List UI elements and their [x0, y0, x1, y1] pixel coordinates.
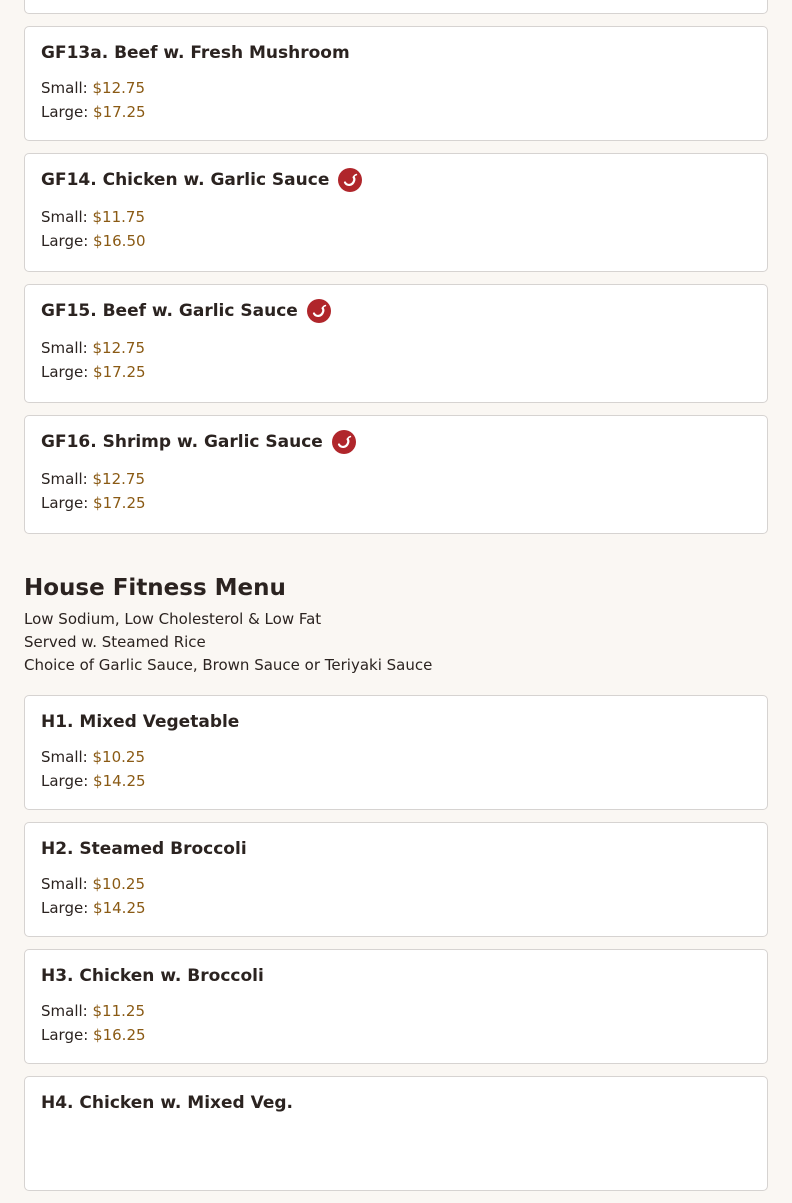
item-title — [41, 710, 751, 734]
item-title — [41, 837, 751, 861]
small-label: Small: — [41, 748, 88, 766]
spicy-pepper-icon — [332, 430, 356, 454]
spicy-pepper-icon — [338, 168, 362, 192]
large-price: $16.50 — [93, 232, 146, 250]
menu-item-card-partial[interactable] — [24, 0, 768, 14]
item-prices — [41, 872, 751, 920]
item-title-text: H1. Mixed Vegetable — [41, 712, 240, 732]
small-label: Small: — [41, 79, 88, 97]
item-title-text: H3. Chicken w. Broccoli — [41, 966, 264, 986]
large-label: Large: — [41, 899, 89, 917]
item-title — [41, 168, 751, 192]
large-price: $17.25 — [93, 103, 146, 121]
small-label: Small: — [41, 1002, 88, 1020]
item-prices — [41, 745, 751, 793]
menu-section-header — [24, 573, 768, 677]
small-price: $11.75 — [92, 208, 145, 226]
menu-item-card[interactable] — [24, 695, 768, 810]
menu-item-card[interactable] — [24, 284, 768, 403]
section-description-line: Choice of Garlic Sauce, Brown Sauce or Teriyaki Sauce — [24, 656, 433, 674]
small-price: $11.25 — [92, 1002, 145, 1020]
large-price: $17.25 — [93, 494, 146, 512]
menu-item-card[interactable] — [24, 822, 768, 937]
item-prices — [41, 999, 751, 1047]
small-label: Small: — [41, 339, 88, 357]
large-price: $16.25 — [93, 1026, 146, 1044]
small-price-line — [41, 467, 751, 491]
section-description-line: Low Sodium, Low Cholesterol & Low Fat — [24, 610, 322, 628]
small-price-line — [41, 745, 751, 769]
item-prices — [41, 467, 751, 515]
spicy-pepper-icon — [307, 299, 331, 323]
large-label: Large: — [41, 232, 89, 250]
item-prices — [41, 205, 751, 253]
large-price-line — [41, 100, 751, 124]
large-price-line — [41, 229, 751, 253]
large-label: Large: — [41, 103, 89, 121]
menu-item-card[interactable] — [24, 949, 768, 1064]
item-title — [41, 1091, 751, 1115]
item-title — [41, 41, 751, 65]
small-price-line — [41, 336, 751, 360]
item-title-text: GF14. Chicken w. Garlic Sauce — [41, 170, 330, 190]
menu-item-card[interactable] — [24, 26, 768, 141]
large-price-line — [41, 769, 751, 793]
large-label: Large: — [41, 1026, 89, 1044]
small-label: Small: — [41, 875, 88, 893]
item-prices — [41, 76, 751, 124]
large-price-line — [41, 491, 751, 515]
large-label: Large: — [41, 772, 89, 790]
menu-item-card[interactable] — [24, 153, 768, 272]
section-title: House Fitness Menu — [24, 575, 286, 601]
small-price: $12.75 — [92, 339, 145, 357]
small-price-line — [41, 205, 751, 229]
large-label: Large: — [41, 494, 89, 512]
large-price-line — [41, 1023, 751, 1047]
large-price: $14.25 — [93, 899, 146, 917]
item-title — [41, 299, 751, 323]
item-title-text: GF16. Shrimp w. Garlic Sauce — [41, 432, 323, 452]
item-title-text: GF15. Beef w. Garlic Sauce — [41, 301, 298, 321]
small-price: $12.75 — [92, 470, 145, 488]
item-title-text: H2. Steamed Broccoli — [41, 839, 247, 859]
menu-item-card[interactable] — [24, 1076, 768, 1191]
item-title-text: H4. Chicken w. Mixed Veg. — [41, 1093, 294, 1113]
menu-item-card[interactable] — [24, 415, 768, 534]
item-title — [41, 964, 751, 988]
large-price-line — [41, 896, 751, 920]
item-title — [41, 430, 751, 454]
small-price: $12.75 — [92, 79, 145, 97]
small-label: Small: — [41, 470, 88, 488]
small-price-line — [41, 76, 751, 100]
item-prices — [41, 336, 751, 384]
large-price: $17.25 — [93, 363, 146, 381]
large-price: $14.25 — [93, 772, 146, 790]
large-price-line — [41, 360, 751, 384]
section-description-line: Served w. Steamed Rice — [24, 633, 206, 651]
item-title-text: GF13a. Beef w. Fresh Mushroom — [41, 43, 350, 63]
menu-content — [24, 0, 768, 1203]
small-price: $10.25 — [92, 875, 145, 893]
small-price-line — [41, 872, 751, 896]
small-label: Small: — [41, 208, 88, 226]
large-label: Large: — [41, 363, 89, 381]
small-price-line — [41, 999, 751, 1023]
small-price: $10.25 — [92, 748, 145, 766]
